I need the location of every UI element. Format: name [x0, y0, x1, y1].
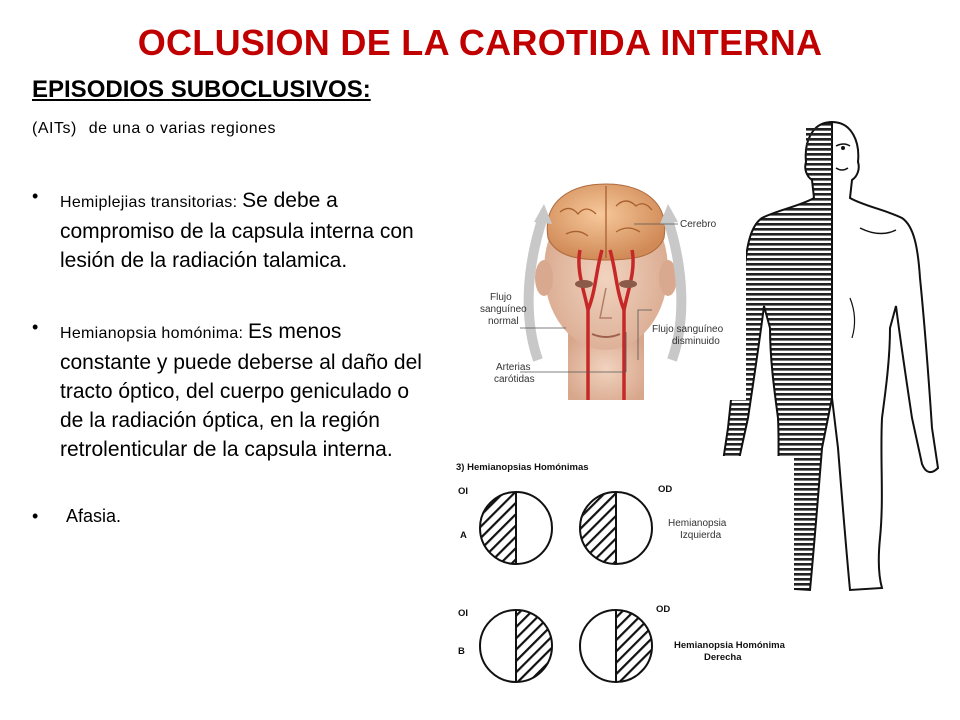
label-flujo-disminuido: disminuido: [672, 336, 720, 347]
bullet-text: Afasia.: [66, 506, 122, 526]
intro-abbrev: (AITs): [32, 120, 77, 137]
label-flujo-normal: Flujo: [490, 292, 512, 303]
row-b-caption: Derecha: [704, 652, 742, 663]
label-arterias: Arterias: [496, 362, 531, 373]
label-flujo-normal: sanguíneo: [480, 304, 527, 315]
visual-fields-image: [448, 456, 794, 706]
hemianopsia-diagram: [448, 456, 794, 706]
row-a-caption: Izquierda: [680, 530, 722, 541]
hemi-header: 3) Hemianopsias Homónimas: [456, 462, 589, 473]
row-a-oi: OI: [458, 486, 469, 497]
label-flujo-disminuido: Flujo sanguíneo: [652, 324, 724, 335]
row-a-od: OD: [658, 484, 673, 495]
section-subtitle: EPISODIOS SUBOCLUSIVOS:: [32, 76, 371, 103]
bullet-hemiplejias: [32, 186, 432, 275]
bullet-text: Se debe a compromiso de la capsula interna con lesión de la radiación talamica.: [60, 189, 414, 272]
row-a-caption: Hemianopsia: [668, 518, 727, 529]
carotid-head-figure: [476, 160, 746, 400]
bullet-list: [32, 186, 432, 527]
bullet-text: Es menos constante y puede deberse al daño del tracto óptico, del cuerpo geniculado o de la radiación óptica, en la región retrolenticular de la capsula interna.: [60, 320, 422, 461]
bullet-lead: Hemiplejias transitorias:: [60, 194, 243, 211]
row-b-letter: B: [458, 646, 465, 657]
label-flujo-normal: normal: [488, 316, 519, 327]
bullet-hemianopsia: [32, 317, 432, 464]
bullet-afasia: [32, 506, 432, 527]
intro-line: [32, 120, 276, 138]
row-b-caption: Hemianopsia Homónima: [674, 640, 785, 651]
row-b-od: OD: [656, 604, 671, 615]
slide-title: OCLUSION DE LA CAROTIDA INTERNA: [137, 22, 823, 63]
label-cerebro: Cerebro: [680, 219, 717, 230]
label-arterias: carótidas: [494, 374, 535, 385]
row-a-letter: A: [460, 530, 467, 541]
row-b-oi: OI: [458, 608, 469, 619]
intro-text: de una o varias regiones: [88, 120, 277, 137]
bullet-lead: Hemianopsia homónima:: [60, 325, 249, 342]
head-illustration: [476, 160, 746, 400]
